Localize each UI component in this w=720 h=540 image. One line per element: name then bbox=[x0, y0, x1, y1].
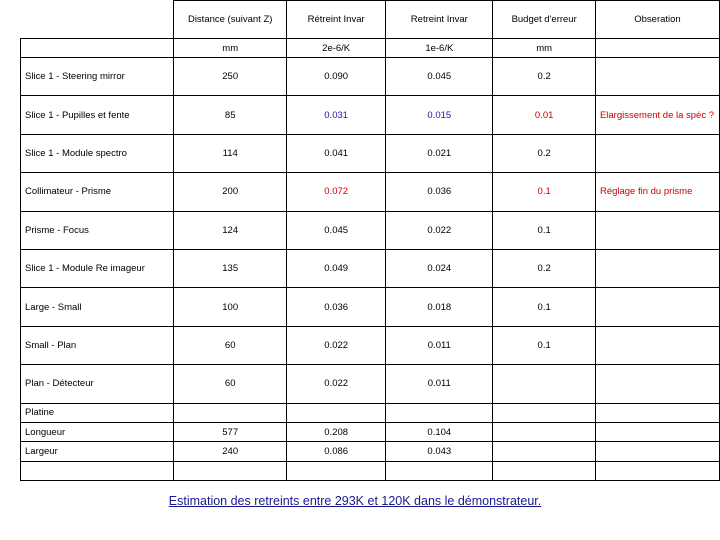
platine-title-row bbox=[21, 403, 720, 422]
row-retreint-1e6: 0.018 bbox=[386, 288, 493, 326]
empty-cell bbox=[595, 422, 719, 441]
row-retreint-1e6: 0.011 bbox=[386, 365, 493, 403]
row-budget: 0.2 bbox=[493, 58, 596, 96]
units-row bbox=[21, 39, 720, 58]
empty-cell bbox=[386, 461, 493, 480]
table-row bbox=[21, 134, 720, 172]
row-observation bbox=[595, 58, 719, 96]
unit-retreint-invar-2e6: 2e-6/K bbox=[287, 39, 386, 58]
row-retreint-2e6: 0.022 bbox=[287, 365, 386, 403]
row-budget: 0.2 bbox=[493, 249, 596, 287]
units-label-cell bbox=[21, 39, 174, 58]
table-row bbox=[21, 326, 720, 364]
row-distance: 124 bbox=[174, 211, 287, 249]
row-retreint-2e6: 0.049 bbox=[287, 249, 386, 287]
empty-cell bbox=[493, 403, 596, 422]
row-label: Collimateur - Prisme bbox=[21, 173, 174, 211]
empty-cell bbox=[595, 461, 719, 480]
unit-budget: mm bbox=[493, 39, 596, 58]
empty-cell bbox=[21, 461, 174, 480]
row-observation: Réglage fin du prisme bbox=[595, 173, 719, 211]
row-distance: 114 bbox=[174, 134, 287, 172]
row-retreint-1e6: 0.011 bbox=[386, 326, 493, 364]
platine-row bbox=[21, 442, 720, 461]
header-budget: Budget d'erreur bbox=[493, 1, 596, 39]
row-distance: 100 bbox=[174, 288, 287, 326]
row-budget bbox=[493, 365, 596, 403]
unit-distance: mm bbox=[174, 39, 287, 58]
empty-cell bbox=[595, 403, 719, 422]
table-row bbox=[21, 249, 720, 287]
header-retreint-invar-2e6: Rétreint Invar bbox=[287, 1, 386, 39]
row-retreint-2e6: 0.036 bbox=[287, 288, 386, 326]
platine-retreint-1e6: 0.043 bbox=[386, 442, 493, 461]
row-budget: 0.1 bbox=[493, 326, 596, 364]
row-budget: 0.2 bbox=[493, 134, 596, 172]
empty-cell bbox=[174, 461, 287, 480]
header-distance: Distance (suivant Z) bbox=[174, 1, 287, 39]
row-retreint-1e6: 0.021 bbox=[386, 134, 493, 172]
row-retreint-2e6: 0.045 bbox=[287, 211, 386, 249]
empty-cell bbox=[493, 442, 596, 461]
table-row bbox=[21, 96, 720, 134]
empty-cell bbox=[287, 403, 386, 422]
platine-retreint-1e6: 0.104 bbox=[386, 422, 493, 441]
row-label: Plan - Détecteur bbox=[21, 365, 174, 403]
empty-cell bbox=[287, 461, 386, 480]
row-retreint-2e6: 0.090 bbox=[287, 58, 386, 96]
row-retreint-1e6: 0.036 bbox=[386, 173, 493, 211]
row-label: Slice 1 - Steering mirror bbox=[21, 58, 174, 96]
row-retreint-1e6: 0.015 bbox=[386, 96, 493, 134]
row-budget: 0.1 bbox=[493, 211, 596, 249]
row-distance: 60 bbox=[174, 365, 287, 403]
row-label: Large - Small bbox=[21, 288, 174, 326]
header-retreint-invar-1e6: Retreint Invar bbox=[386, 1, 493, 39]
row-label: Prisme - Focus bbox=[21, 211, 174, 249]
row-budget: 0.1 bbox=[493, 173, 596, 211]
table-row bbox=[21, 173, 720, 211]
row-label: Slice 1 - Module Re imageur bbox=[21, 249, 174, 287]
table-row bbox=[21, 288, 720, 326]
row-label: Slice 1 - Pupilles et fente bbox=[21, 96, 174, 134]
row-label: Small - Plan bbox=[21, 326, 174, 364]
table-row bbox=[21, 365, 720, 403]
row-retreint-1e6: 0.022 bbox=[386, 211, 493, 249]
platine-label: Largeur bbox=[21, 442, 174, 461]
row-budget: 0.01 bbox=[493, 96, 596, 134]
row-distance: 85 bbox=[174, 96, 287, 134]
row-retreint-2e6: 0.022 bbox=[287, 326, 386, 364]
row-observation bbox=[595, 326, 719, 364]
platine-row bbox=[21, 422, 720, 441]
row-observation: Elargissement de la spéc ? bbox=[595, 96, 719, 134]
platine-title: Platine bbox=[21, 403, 174, 422]
row-observation bbox=[595, 249, 719, 287]
row-retreint-1e6: 0.024 bbox=[386, 249, 493, 287]
platine-distance: 240 bbox=[174, 442, 287, 461]
row-observation bbox=[595, 211, 719, 249]
row-distance: 250 bbox=[174, 58, 287, 96]
platine-label: Longueur bbox=[21, 422, 174, 441]
empty-cell bbox=[493, 422, 596, 441]
header-row bbox=[21, 1, 720, 39]
empty-cell bbox=[386, 403, 493, 422]
empty-cell bbox=[493, 461, 596, 480]
row-observation bbox=[595, 134, 719, 172]
header-observation: Obseration bbox=[595, 1, 719, 39]
platine-distance: 577 bbox=[174, 422, 287, 441]
row-retreint-2e6: 0.031 bbox=[287, 96, 386, 134]
empty-cell bbox=[595, 442, 719, 461]
row-budget: 0.1 bbox=[493, 288, 596, 326]
empty-cell bbox=[174, 403, 287, 422]
unit-observation bbox=[595, 39, 719, 58]
row-observation bbox=[595, 365, 719, 403]
table-row bbox=[21, 58, 720, 96]
table-row bbox=[21, 211, 720, 249]
row-distance: 135 bbox=[174, 249, 287, 287]
blank-row bbox=[21, 461, 720, 480]
row-retreint-1e6: 0.045 bbox=[386, 58, 493, 96]
row-observation bbox=[595, 288, 719, 326]
platine-retreint-2e6: 0.208 bbox=[287, 422, 386, 441]
row-retreint-2e6: 0.041 bbox=[287, 134, 386, 172]
platine-retreint-2e6: 0.086 bbox=[287, 442, 386, 461]
header-label-cell bbox=[21, 1, 174, 39]
row-retreint-2e6: 0.072 bbox=[287, 173, 386, 211]
retreint-table bbox=[20, 0, 720, 481]
row-distance: 60 bbox=[174, 326, 287, 364]
caption: Estimation des retreints entre 293K et 120K dans le démonstrateur. bbox=[168, 494, 542, 508]
unit-retreint-invar-1e6: 1e-6/K bbox=[386, 39, 493, 58]
row-label: Slice 1 - Module spectro bbox=[21, 134, 174, 172]
row-distance: 200 bbox=[174, 173, 287, 211]
